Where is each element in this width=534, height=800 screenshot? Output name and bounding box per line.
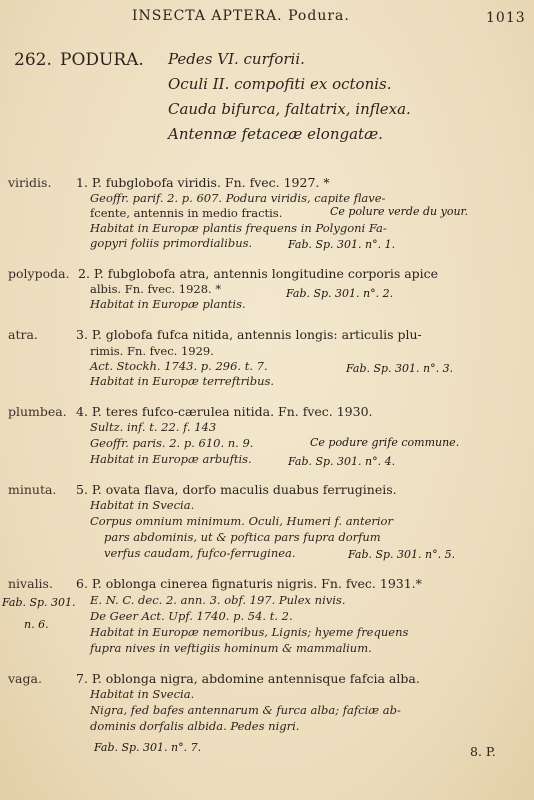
species-5-line-1: 5. P. ovata flava, dorfo maculis duabus ferrugineis.: [76, 482, 397, 497]
species-5-line-2: Habitat in Svecia.: [90, 498, 195, 512]
genus-line-3: Cauda bifurca, faltatrix, inflexa.: [168, 100, 411, 118]
species-7-line-4: dominis dorfalis albida. Pedes nigri.: [90, 719, 300, 733]
genus-line-2: Oculi II. compofiti ex octonis.: [168, 75, 392, 93]
species-1-line-3: fcente, antennis in medio fractis.: [90, 206, 283, 220]
species-3-handwritten-ref: Fab. Sp. 301. n°. 3.: [346, 362, 454, 375]
species-7-side-name: vaga.: [8, 671, 42, 686]
species-6-line-2: E. N. C. dec. 2. ann. 3. obf. 197. Pulex nivis.: [90, 593, 346, 607]
species-4-side-name: plumbea.: [8, 404, 67, 419]
species-2-side-name: polypoda.: [8, 266, 70, 281]
catchword: 8. P.: [470, 744, 496, 759]
species-4-handwritten-ref: Fab. Sp. 301. n°. 4.: [288, 455, 396, 468]
species-5-handwritten-ref: Fab. Sp. 301. n°. 5.: [348, 548, 456, 561]
species-7-handwritten-ref: Fab. Sp. 301. n°. 7.: [94, 741, 202, 754]
species-2-line-3: Habitat in Europæ plantis.: [90, 297, 246, 311]
species-3-side-name: atra.: [8, 327, 38, 342]
species-5-side-name: minuta.: [8, 482, 57, 497]
species-6-line-3: De Geer Act. Upf. 1740. p. 54. t. 2.: [90, 609, 293, 623]
species-7-line-3: Nigra, fed bafes antennarum & furca alba; fafciæ ab-: [90, 703, 401, 717]
species-4-line-1: 4. P. teres fufco-cærulea nitida. Fn. fvec. 1930.: [76, 404, 373, 419]
species-2-line-1: 2. P. fubglobofa atra, antennis longitudine corporis apice: [78, 266, 439, 281]
species-6-line-1: 6. P. oblonga cinerea fignaturis nigris. Fn. fvec. 1931.*: [76, 576, 422, 591]
species-6-line-4: Habitat in Europæ nemoribus, Lignis; hyeme frequens: [90, 625, 409, 639]
page-number: 1013: [486, 10, 526, 26]
species-3-line-4: Habitat in Europæ terreftribus.: [90, 374, 275, 388]
species-6-margin-ref: Fab. Sp. 301.: [2, 596, 76, 609]
species-1-line-2: Geoffr. parif. 2. p. 607. Podura viridis, capite flave-: [90, 191, 386, 205]
species-1-handwritten-note: Ce polure verde du your.: [330, 205, 469, 218]
species-3-line-3: Act. Stockh. 1743. p. 296. t. 7.: [90, 359, 268, 373]
species-5-line-4: pars abdominis, ut & poftica pars fupra dorfum: [104, 530, 381, 544]
species-1-line-4: Habitat in Europæ plantis frequens in Polygoni Fa-: [90, 221, 387, 235]
species-5-line-5: verfus caudam, fufco-ferruginea.: [104, 546, 296, 560]
species-1-line-5: gopyri foliis primordialibus.: [90, 236, 253, 250]
genus-number: 262.: [14, 50, 52, 70]
species-4-line-2: Sultz. inf. t. 22. f. 143: [90, 420, 217, 434]
species-6-side-name: nivalis.: [8, 576, 53, 591]
species-6-line-5: fupra nives in veftigiis hominum & mammalium.: [90, 641, 372, 655]
genus-line-4: Antennæ fetaceæ elongatæ.: [168, 125, 383, 143]
species-1-handwritten-ref: Fab. Sp. 301. n°. 1.: [288, 238, 396, 251]
species-6-margin-num: n. 6.: [24, 618, 49, 631]
species-5-line-3: Corpus omnium minimum. Oculi, Humeri f. anterior: [90, 514, 393, 528]
species-4-line-4: Habitat in Europæ arbuftis.: [90, 452, 252, 466]
species-7-line-2: Habitat in Svecia.: [90, 687, 195, 701]
species-1-side-name: viridis.: [8, 175, 52, 190]
species-2-line-2: albis. Fn. fvec. 1928. *: [90, 282, 222, 296]
species-2-handwritten-ref: Fab. Sp. 301. n°. 2.: [286, 287, 394, 300]
genus-line-1: Pedes VI. curforii.: [168, 50, 305, 68]
species-1-line-1: 1. P. fubglobofa viridis. Fn. fvec. 1927. *: [76, 175, 330, 190]
running-title: INSECTA APTERA. Podura.: [132, 8, 350, 24]
species-4-handwritten-note: Ce podure grife commune.: [310, 436, 460, 449]
species-7-line-1: 7. P. oblonga nigra, abdomine antennisque fafcia alba.: [76, 671, 420, 686]
genus-name: PODURA.: [60, 50, 144, 70]
species-3-line-1: 3. P. globofa fufca nitida, antennis longis: articulis plu-: [76, 327, 422, 342]
species-3-line-2: rimis. Fn. fvec. 1929.: [90, 344, 214, 358]
species-4-line-3: Geoffr. paris. 2. p. 610. n. 9.: [90, 436, 254, 450]
